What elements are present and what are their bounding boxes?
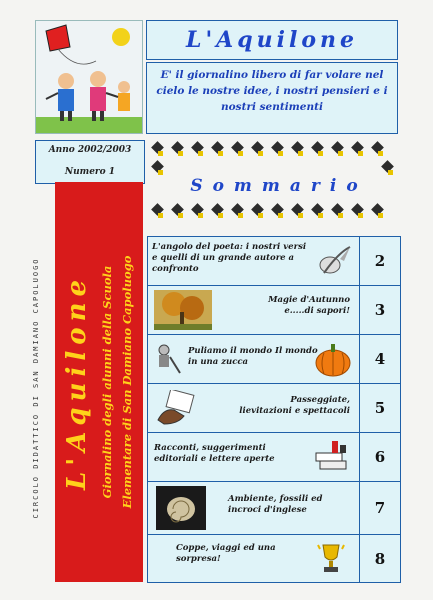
toc-row-clean-world[interactable] (148, 335, 400, 383)
kite-icon (350, 205, 366, 219)
side-subtitle-line1: Giornalino degli alunni della Scuola (100, 265, 114, 499)
books-icon (312, 439, 352, 475)
toc-row-stories[interactable] (148, 433, 400, 481)
kite-icon (270, 143, 286, 157)
contents-heading: Sommario (190, 176, 368, 196)
kite-icon (370, 205, 386, 219)
kite-icon (190, 143, 206, 157)
kite-border-top (150, 143, 386, 159)
toc-entry-text: Coppe, viaggi ed una sorpresa! (176, 543, 276, 564)
quill-icon (316, 245, 352, 277)
trophy-icon (316, 541, 346, 577)
kite-icon (230, 143, 246, 157)
toc-page-number: 6 (359, 433, 400, 481)
kite-icon (330, 205, 346, 219)
toc-row-content (148, 237, 358, 285)
kite-icon (250, 205, 266, 219)
toc-page-number: 8 (359, 535, 400, 582)
hand-paper-icon (154, 390, 196, 426)
toc-entry-text: Magie d'Autunno e.....di sapori! (268, 295, 350, 316)
title-box (146, 20, 398, 60)
toc-row-content (148, 384, 358, 432)
kite-icon (150, 143, 166, 157)
side-title-panel (55, 182, 143, 582)
toc-row-content (148, 535, 358, 582)
kite-icon (150, 162, 166, 176)
issue-info-box (35, 140, 145, 184)
kite-icon (170, 205, 186, 219)
kite-icon (370, 143, 386, 157)
table-of-contents (147, 236, 401, 583)
toc-page-number: 3 (359, 286, 400, 334)
fossil-photo (156, 486, 206, 530)
motto-box (146, 62, 398, 134)
toc-row-poetry[interactable] (148, 237, 400, 285)
toc-row-autumn[interactable] (148, 286, 400, 334)
kite-icon (310, 143, 326, 157)
autumn-tree-photo (154, 290, 212, 330)
kite-icon (210, 143, 226, 157)
toc-entry-text: Puliamo il mondo Il mondo in una zucca (188, 346, 318, 367)
kite-icon (150, 205, 166, 219)
kite-icon (330, 143, 346, 157)
kite-icon (270, 205, 286, 219)
issue-number: Numero 1 (64, 167, 116, 177)
kite-border-bottom (150, 205, 386, 221)
kite-icon (190, 205, 206, 219)
school-year: Anno 2002/2003 (48, 145, 132, 155)
pumpkin-icon (314, 341, 352, 377)
kite-icon (350, 143, 366, 157)
toc-row-walks[interactable] (148, 384, 400, 432)
kite-icon (230, 205, 246, 219)
toc-row-content (148, 482, 358, 534)
toc-entry-text: Ambiente, fossili ed incroci d'inglese (228, 494, 323, 515)
kite-icon (290, 205, 306, 219)
kite-icon (250, 143, 266, 157)
newspaper-title: L'Aquilone (185, 27, 359, 53)
toc-entry-text: L'angolo del poeta: i nostri versi e quelli di un grande autore a confronto (152, 242, 307, 274)
toc-row-content (148, 335, 358, 383)
toc-row-content (148, 286, 358, 334)
child-drawing-illustration (35, 20, 143, 134)
side-subtitle-line2: Elementare di San Damiano Capoluogo (120, 255, 134, 509)
toc-page-number: 2 (359, 237, 400, 285)
kite-icon (310, 205, 326, 219)
kite-icon (290, 143, 306, 157)
toc-page-number: 5 (359, 384, 400, 432)
kite-icon (170, 143, 186, 157)
kite-icon (380, 162, 396, 176)
toc-entry-text: Racconti, suggerimenti editoriali e lettere aperte (154, 443, 275, 464)
toc-row-cups[interactable] (148, 535, 400, 582)
school-district-text: CIRCOLO DIDATTICO DI SAN DAMIANO CAPOLUOGO (32, 257, 40, 519)
toc-row-content (148, 433, 358, 481)
school-district-label (26, 200, 46, 576)
newspaper-motto: E' il giornalino libero di far volare nel cielo le nostre idee, i nostri pensieri e i nostri sentimenti (156, 69, 388, 113)
toc-page-number: 4 (359, 335, 400, 383)
toc-page-number: 7 (359, 482, 400, 534)
kite-icon (210, 205, 226, 219)
toc-entry-text: Passeggiate, lievitazioni e spettacoli (239, 395, 350, 416)
cleaning-kid-icon (152, 343, 182, 375)
toc-row-environment[interactable] (148, 482, 400, 534)
side-title: L'Aquilone (62, 273, 92, 491)
